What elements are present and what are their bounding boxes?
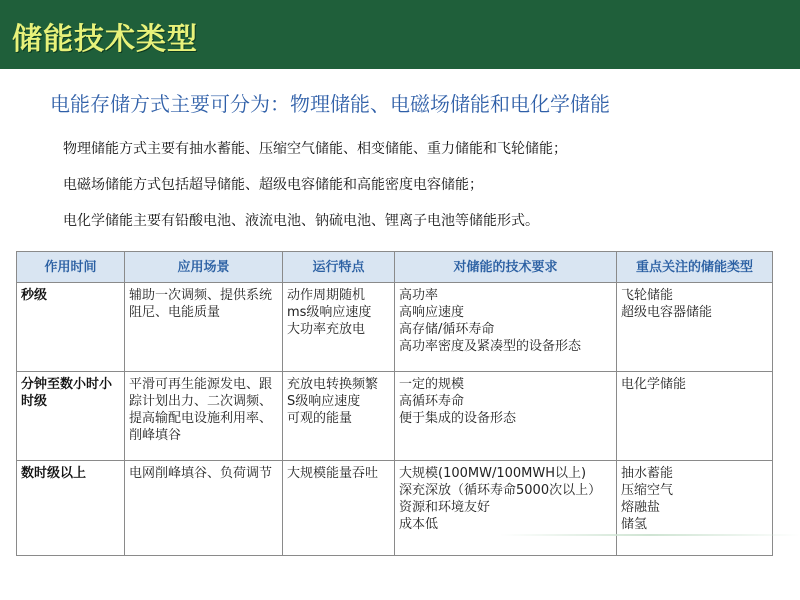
cell-focus-types (617, 283, 773, 372)
header-duration: 作用时间 (17, 252, 125, 283)
feature-line: 大功率充放电 (287, 322, 366, 337)
header-focus-types: 重点关注的储能类型 (617, 252, 773, 283)
header-requirements: 对储能的技术要求 (395, 252, 617, 283)
requirement-line: 高循环寿命 (399, 394, 465, 409)
type-line: 储氢 (621, 517, 648, 532)
cell-focus-types (617, 372, 773, 461)
header-scenario: 应用场景 (125, 252, 283, 283)
requirement-line: 便于集成的设备形态 (399, 411, 517, 426)
cell-scenario (125, 283, 283, 372)
table-header-row (17, 252, 773, 283)
requirement-line: 高存储/循环寿命 (399, 322, 495, 337)
type-line: 飞轮储能 (621, 288, 674, 303)
cell-scenario (125, 372, 283, 461)
type-line: 电化学储能 (621, 377, 687, 392)
requirement-line: 大规模(100MW/100MWH以上) (399, 466, 587, 481)
cell-focus-types (617, 461, 773, 556)
decorative-swoosh (500, 534, 800, 536)
paragraph-physical-storage: 物理储能方式主要有抽水蓄能、压缩空气储能、相变储能、重力储能和飞轮储能； (63, 141, 567, 157)
scenario-text: 辅助一次调频、提供系统阻尼、电能质量 (129, 288, 273, 320)
table-row (17, 372, 773, 461)
table-row (17, 461, 773, 556)
feature-line: S级响应速度 (287, 394, 361, 409)
requirement-line: 深充深放（循环寿命5000次以上） (399, 483, 602, 498)
feature-line: 大规模能量吞吐 (287, 466, 379, 481)
cell-features (283, 283, 395, 372)
cell-features (283, 372, 395, 461)
feature-line: 可观的能量 (287, 411, 353, 426)
requirement-line: 一定的规模 (399, 377, 465, 392)
requirement-line: 资源和环境友好 (399, 500, 491, 515)
cell-duration: 数时级以上 (17, 461, 125, 556)
cell-requirements (395, 283, 617, 372)
type-line: 抽水蓄能 (621, 466, 674, 481)
cell-duration: 分钟至数小时小时级 (17, 372, 125, 461)
feature-line: 动作周期随机 (287, 288, 366, 303)
scenario-text: 电网削峰填谷、负荷调节 (129, 466, 273, 481)
feature-line: ms级响应速度 (287, 305, 372, 320)
requirement-line: 成本低 (399, 517, 439, 532)
feature-line: 充放电转换频繁 (287, 377, 379, 392)
requirement-line: 高响应速度 (399, 305, 465, 320)
type-line: 超级电容器储能 (621, 305, 713, 320)
header-features: 运行特点 (283, 252, 395, 283)
paragraph-electromagnetic-storage: 电磁场储能方式包括超导储能、超级电容储能和高能密度电容储能； (63, 177, 483, 193)
cell-duration: 秒级 (17, 283, 125, 372)
type-line: 压缩空气 (621, 483, 674, 498)
cell-scenario (125, 461, 283, 556)
slide-title: 储能技术类型 (12, 22, 198, 57)
scenario-text: 平滑可再生能源发电、跟踪计划出力、二次调频、提高输配电设施利用率、削峰填谷 (129, 377, 273, 443)
cell-features (283, 461, 395, 556)
paragraph-electrochemical-storage: 电化学储能主要有铅酸电池、液流电池、钠硫电池、锂离子电池等储能形式。 (63, 213, 539, 229)
type-line: 熔融盐 (621, 500, 661, 515)
requirement-line: 高功率密度及紧凑型的设备形态 (399, 339, 582, 354)
cell-requirements (395, 372, 617, 461)
cell-requirements (395, 461, 617, 556)
title-bar (0, 0, 800, 69)
table-row (17, 283, 773, 372)
requirement-line: 高功率 (399, 288, 439, 303)
storage-requirements-table (16, 251, 773, 556)
slide-subtitle: 电能存储方式主要可分为：物理储能、电磁场储能和电化学储能 (50, 92, 610, 116)
